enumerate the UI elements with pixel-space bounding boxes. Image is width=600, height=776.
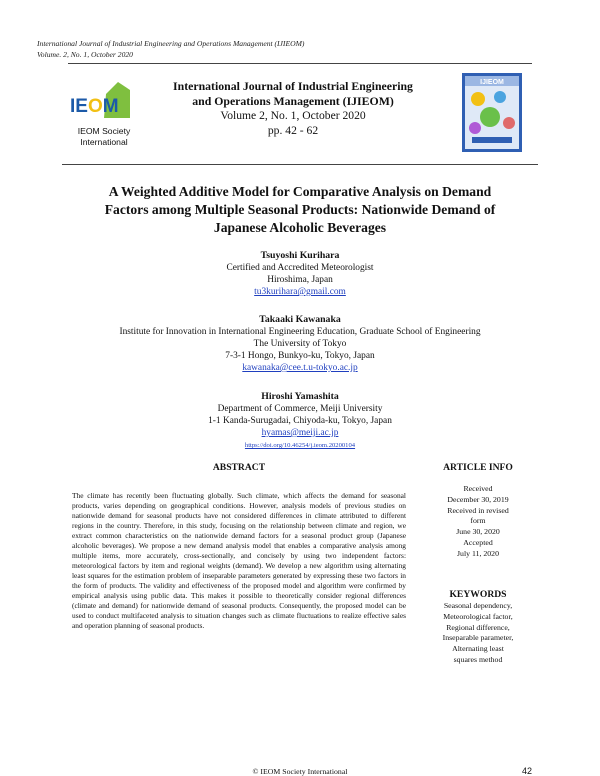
keyword: Alternating least — [452, 644, 504, 654]
author-block — [40, 391, 560, 452]
cover-label: IJIEOM — [480, 79, 504, 86]
author-block — [40, 314, 560, 374]
revised-date: June 30, 2020 — [456, 527, 500, 537]
article-info-dates — [430, 484, 526, 560]
author-block — [40, 250, 560, 298]
journal-volume: Volume 2, No. 1, October 2020 — [220, 109, 366, 122]
article-info-heading: ARTICLE INFO — [443, 462, 513, 473]
doi-link[interactable]: https://doi.org/10.46254/j.ieom.20200104 — [244, 442, 356, 449]
abstract-heading: ABSTRACT — [212, 462, 266, 473]
journal-title-line2: and Operations Management (IJIEOM) — [192, 94, 394, 108]
keywords-list — [426, 601, 530, 666]
header-rule — [68, 63, 532, 64]
author-name: Takaaki Kawanaka — [259, 314, 341, 325]
received-date: December 30, 2019 — [447, 494, 509, 504]
author-address: 7-3-1 Hongo, Bunkyo-ku, Tokyo, Japan — [225, 351, 375, 361]
page-number: 42 — [522, 766, 533, 776]
paper-title — [62, 183, 538, 237]
footer-copyright: © IEOM Society International — [252, 767, 348, 776]
author-email-link[interactable]: tu3kurihara@gmail.com — [254, 287, 346, 297]
keyword: Regional difference, — [446, 622, 510, 632]
keyword: Seasonal dependency, — [443, 601, 513, 610]
abstract-text: The climate has recently been fluctuating globally. Such climate, which affects the demand for seasonal products, varies depending on geographical conditions. However, analysis models of previous studies on nationwide demand for seasonal products have not considered differences in climate attributed to different regions in the country. Therefore, in this study, focusing on the relationship between climate and region, we extract common characteristics on the nationwide demand factors for a seasonal product group (Japanese alcoholic beverages). We propose a new demand analysis model that enables a comparative analysis among multiple items, more accurately, cross-sectionally, and concisely by using two independent factors: meteorological factors by item and regional weights (demand). We develop a new algorithm using alternating least squares for the estimation problem of inseparable parameters generated by expressing these two factors in the form of products. The validity and effectiveness of the proposed model and algorithm were confirmed by empirical analysis using public data. This makes it possible to theoretically consider regional differences (climate and demand) for nationwide demand of seasonal products. Consequently, the proposed model can be used to conduct multifaceted analysis to situation changes such as climate fluctuations to realize effective sales and operation planning of seasonal products. — [72, 491, 406, 630]
journal-header — [160, 79, 426, 138]
author-affiliation: Department of Commerce, Meiji University — [217, 404, 383, 414]
masthead-rule — [62, 164, 538, 165]
accepted-date: July 11, 2020 — [457, 548, 499, 558]
running-header-volume: Volume. 2, No. 1, October 2020 — [37, 49, 133, 59]
author-name: Tsuyoshi Kurihara — [260, 250, 340, 261]
received-label: Received — [463, 484, 493, 493]
keyword: squares method — [453, 654, 503, 664]
author-affiliation: Institute for Innovation in International Engineering Education, Graduate School of Engineering — [119, 327, 481, 337]
society-name — [62, 126, 146, 148]
paper-title-line2: Factors among Multiple Seasonal Products: Nationwide Demand of — [104, 202, 496, 217]
journal-pages: pp. 42 - 62 — [267, 123, 319, 137]
keywords-heading: KEYWORDS — [449, 589, 507, 600]
paper-title-line1: A Weighted Additive Model for Comparative Analysis on Demand — [108, 184, 492, 199]
accepted-label: Accepted — [463, 537, 493, 547]
revised-label-form: form — [470, 516, 486, 526]
author-email-link[interactable]: hyamas@meiji.ac.jp — [261, 428, 339, 438]
author-affiliation: Certified and Accredited Meteorologist — [226, 263, 374, 273]
journal-title-line1: International Journal of Industrial Engineering — [173, 79, 413, 93]
running-header-journal: International Journal of Industrial Engineering and Operations Management (IJIEOM) — [37, 39, 305, 48]
author-email-link[interactable]: kawanaka@cee.t.u-tokyo.ac.jp — [242, 363, 358, 373]
ieom-logo — [68, 78, 134, 122]
society-line2: International — [80, 137, 128, 147]
keyword: Meteorological factor, — [443, 611, 513, 621]
society-line1: IEOM Society — [77, 126, 131, 136]
keyword: Inseparable parameter, — [442, 633, 514, 643]
author-address: 1-1 Kanda-Surugadai, Chiyoda-ku, Tokyo, Japan — [208, 416, 392, 426]
author-name: Hiroshi Yamashita — [261, 391, 339, 402]
paper-title-line3: Japanese Alcoholic Beverages — [213, 220, 387, 235]
logo-text: IEOM — [70, 96, 119, 117]
running-header — [37, 39, 304, 60]
journal-cover-image — [462, 73, 522, 152]
revised-label: Received in revised — [447, 505, 509, 515]
author-location: Hiroshima, Japan — [267, 275, 333, 285]
author-institution: The University of Tokyo — [253, 339, 347, 349]
